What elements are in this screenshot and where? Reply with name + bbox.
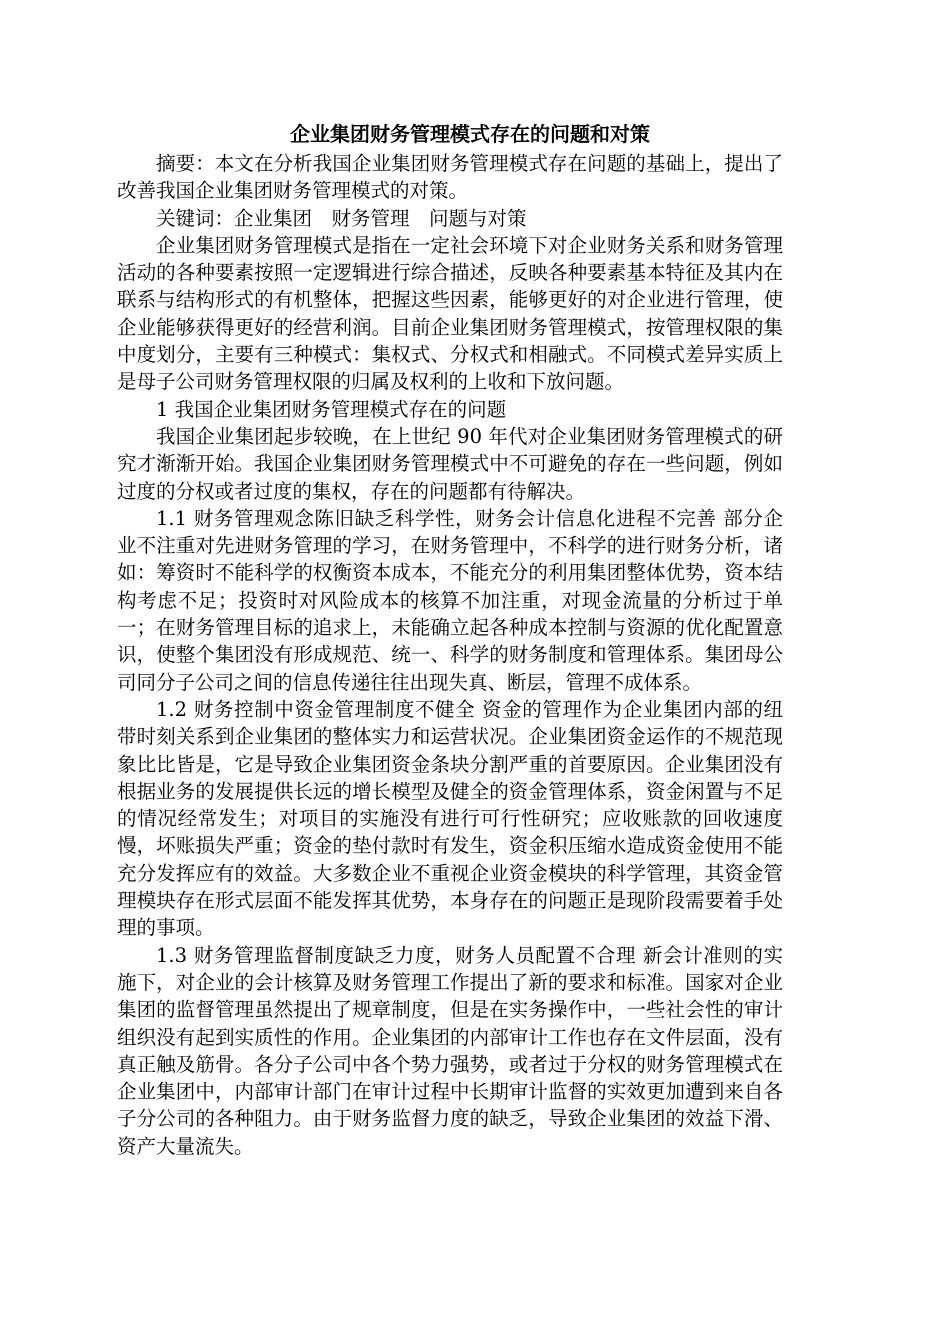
section-heading: 1 我国企业集团财务管理模式存在的问题: [156, 397, 507, 421]
section-intro-paragraph: 我国企业集团起步较晚，在上世纪 90 年代对企业集团财务管理模式的研究才渐渐开始。我国企业集团财务管理模式中不可避免的存在一些问题，例如过度的分权或者过度的集权，存在的问题都有待解决。: [117, 424, 783, 503]
keywords-paragraph: 关键词：企业集团 财务管理 问题与对策: [156, 206, 527, 230]
subsection-1-3-paragraph: 1.3 财务管理监督制度缺乏力度，财务人员配置不合理 新会计准则的实施下，对企业的会计核算及财务管理工作提出了新的要求和标准。国家对企业集团的监督管理虽然提出了规章制度，但是在实务操作中，一些社会性的审计组织没有起到实质性的作用。企业集团的内部审计工作也存在文件层面，没有真正触及筋骨。各分子公司中各个势力强势，或者过于分权的财务管理模式在企业集团中，内部审计部门在审计过程中长期审计监督的实效更加遭到来自各子分公司的各种阻力。由于财务监督力度的缺乏，导致企业集团的效益下滑、资产大量流失。: [117, 943, 783, 1158]
document-title: 企业集团财务管理模式存在的问题和对策: [290, 122, 650, 146]
subsection-1-2-paragraph: 1.2 财务控制中资金管理制度不健全 资金的管理作为企业集团内部的纽带时刻关系到企业集团的整体实力和运营状况。企业集团资金运作的不规范现象比比皆是，它是导致企业集团资金条块分割严重的首要原因。企业集团没有根据业务的发展提供长远的增长模型及健全的资金管理体系，资金闲置与不足的情况经常发生；对项目的实施没有进行可行性研究；应收账款的回收速度慢，坏账损失严重；资金的垫付款时有发生，资金积压缩水造成资金使用不能充分发挥应有的效益。大多数企业不重视企业资金模块的科学管理，其资金管理模块存在形式层面不能发挥其优势，本身存在的问题正是现阶段需要着手处理的事项。: [117, 697, 783, 940]
subsection-1-1-paragraph: 1.1 财务管理观念陈旧缺乏科学性，财务会计信息化进程不完善 部分企业不注重对先进财务管理的学习，在财务管理中，不科学的进行财务分析，诸如：筹资时不能科学的权衡资本成本，不能充分的利用集团整体优势，资本结构考虑不足；投资时对风险成本的核算不加注重，对现金流量的分析过于单一；在财务管理目标的追求上，未能确立起各种成本控制与资源的优化配置意识，使整个集团没有形成规范、统一、科学的财务制度和管理体系。集团母公司同分子公司之间的信息传递往往出现失真、断层，管理不成体系。: [117, 506, 783, 694]
document-page: [117, 118, 783, 1160]
intro-paragraph: 企业集团财务管理模式是指在一定社会环境下对企业财务关系和财务管理活动的各种要素按照一定逻辑进行综合描述，反映各种要素基本特征及其内在联系与结构形式的有机整体，把握这些因素，能够更好的对企业进行管理，使企业能够获得更好的经营利润。目前企业集团财务管理模式，按管理权限的集中度划分，主要有三种模式：集权式、分权式和相融式。不同模式差异实质上是母子公司财务管理权限的归属及权利的上收和下放问题。: [117, 233, 783, 394]
abstract-paragraph: 摘要：本文在分析我国企业集团财务管理模式存在问题的基础上，提出了改善我国企业集团财务管理模式的对策。: [117, 152, 783, 203]
